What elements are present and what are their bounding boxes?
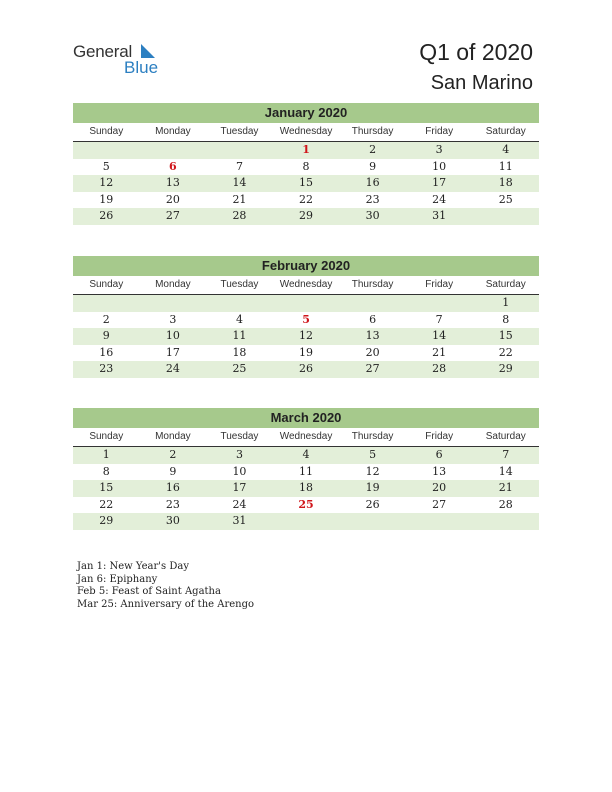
day-cell: 8 [502,312,510,326]
day-cell: 4 [502,143,510,156]
weekday-label: Friday [425,126,454,137]
day-cell: 31 [432,209,447,223]
empty-day-cell [472,208,539,225]
day-cell: 28 [232,209,247,223]
month-calendar-january [73,103,539,225]
day-cell: 4 [235,312,243,326]
weekday-label: Tuesday [220,126,259,137]
day-cell: 8 [302,159,310,173]
week-row [73,208,539,225]
day-cell: 15 [99,481,114,495]
day-cell: 18 [498,176,513,190]
country-title: San Marino [430,72,533,94]
day-cell: 18 [232,345,247,359]
day-cell: 6 [169,159,177,173]
empty-day-cell [73,295,140,312]
day-cell: 17 [165,345,180,359]
day-cell: 3 [435,143,443,156]
day-cell: 17 [232,481,247,495]
empty-day-cell [472,513,539,530]
logo-text-blue: Blue [124,58,159,77]
day-cell: 23 [365,192,380,206]
day-cell: 23 [99,362,114,376]
day-cell: 26 [99,209,114,223]
week-row [73,295,539,312]
week-row [73,159,539,176]
day-cell: 21 [232,192,247,206]
day-cell: 6 [369,312,377,326]
day-cell: 21 [498,481,513,495]
month-title: January 2020 [73,103,539,123]
day-cell: 12 [299,329,314,343]
day-cell: 22 [498,345,513,359]
day-cell: 17 [432,176,447,190]
day-cell: 25 [298,497,314,511]
day-cell: 19 [365,481,380,495]
day-cell: 27 [365,362,380,376]
day-cell: 9 [102,329,110,343]
day-cell: 14 [432,329,447,343]
week-row [73,497,539,514]
day-cell: 1 [502,296,510,309]
holiday-notes [77,561,254,611]
holiday-note: Mar 25: Anniversary of the Arengo [77,598,255,610]
day-cell: 29 [299,209,314,223]
day-cell: 21 [432,345,447,359]
weekday-header-row [73,123,539,142]
empty-day-cell [73,142,140,159]
holiday-note: Jan 1: New Year's Day [77,561,189,572]
week-row [73,328,539,345]
week-row [73,192,539,209]
weekday-label: Saturday [485,126,526,137]
logo-triangle-icon [141,44,155,58]
day-cell: 16 [99,345,114,359]
day-cell: 14 [498,464,513,478]
day-cell: 24 [432,192,447,206]
day-cell: 16 [165,481,180,495]
day-cell: 10 [432,159,447,173]
month-title: February 2020 [73,256,539,276]
week-row [73,175,539,192]
day-cell: 20 [165,192,180,206]
month-calendar-february [73,256,539,378]
weekday-label: Saturday [485,279,526,290]
day-cell: 13 [432,464,447,478]
day-cell: 31 [232,514,247,528]
weekday-header-row [73,276,539,295]
week-row [73,142,539,159]
empty-day-cell [406,295,473,312]
day-cell: 30 [165,514,180,528]
day-cell: 12 [365,464,380,478]
month-title: March 2020 [73,408,539,428]
weekday-label: Wednesday [279,431,333,442]
day-cell: 5 [302,312,310,326]
empty-day-cell [206,295,273,312]
weekday-label: Friday [425,431,454,442]
day-cell: 2 [169,448,177,461]
day-cell: 1 [102,448,110,461]
day-cell: 26 [365,497,380,511]
day-cell: 22 [99,497,114,511]
day-cell: 3 [235,448,243,461]
weekday-header-row [73,428,539,447]
weekday-label: Wednesday [279,279,333,290]
empty-day-cell [273,513,340,530]
weekday-label: Thursday [351,279,394,290]
weekday-label: Thursday [351,431,394,442]
weekday-label: Friday [425,279,454,290]
weekday-label: Monday [155,279,191,290]
week-row [73,513,539,530]
day-cell: 23 [165,497,180,511]
day-cell: 13 [365,329,380,343]
week-row [73,464,539,481]
weekday-label: Tuesday [220,279,259,290]
month-calendar-march [73,408,539,530]
week-row [73,312,539,329]
day-cell: 25 [232,362,247,376]
day-cell: 9 [169,464,177,478]
weekday-label: Thursday [351,126,394,137]
day-cell: 19 [99,192,114,206]
day-cell: 13 [165,176,180,190]
quarter-title: Q1 of 2020 [419,39,533,65]
day-cell: 24 [232,497,247,511]
day-cell: 20 [432,481,447,495]
day-cell: 19 [299,345,314,359]
day-cell: 28 [432,362,447,376]
empty-day-cell [406,513,473,530]
day-cell: 15 [299,176,314,190]
day-cell: 4 [302,448,310,461]
weekday-label: Saturday [485,431,526,442]
day-cell: 10 [165,329,180,343]
week-row [73,447,539,464]
weekday-label: Tuesday [220,431,259,442]
weekday-label: Sunday [89,279,124,290]
day-cell: 28 [498,497,513,511]
empty-day-cell [339,513,406,530]
day-cell: 12 [99,176,114,190]
day-cell: 29 [99,514,114,528]
day-cell: 10 [232,464,247,478]
page-header [419,38,533,96]
weekday-label: Wednesday [279,126,333,137]
day-cell: 30 [365,209,380,223]
weekday-label: Monday [155,126,191,137]
empty-day-cell [273,295,340,312]
day-cell: 22 [299,192,314,206]
day-cell: 16 [365,176,380,190]
day-cell: 7 [235,159,243,173]
day-cell: 14 [232,176,247,190]
day-cell: 8 [102,464,110,478]
empty-day-cell [206,142,273,159]
day-cell: 3 [169,312,177,326]
day-cell: 2 [369,143,377,156]
day-cell: 7 [435,312,443,326]
weekday-label: Sunday [89,126,124,137]
empty-day-cell [339,295,406,312]
holiday-note: Feb 5: Feast of Saint Agatha [77,586,221,597]
day-cell: 11 [232,329,247,343]
day-cell: 5 [102,159,110,173]
day-cell: 29 [498,362,513,376]
day-cell: 6 [435,448,443,461]
day-cell: 27 [432,497,447,511]
empty-day-cell [140,295,207,312]
holiday-note: Jan 6: Epiphany [77,573,158,585]
day-cell: 24 [165,362,180,376]
day-cell: 18 [299,481,314,495]
weekday-label: Monday [155,431,191,442]
day-cell: 1 [302,143,310,156]
day-cell: 26 [299,362,314,376]
generalblue-logo [73,42,173,78]
week-row [73,361,539,378]
day-cell: 15 [498,329,513,343]
day-cell: 5 [369,448,377,461]
logo-text-general: General [73,42,133,61]
day-cell: 25 [498,192,513,206]
week-row [73,345,539,362]
day-cell: 7 [502,448,510,461]
day-cell: 27 [165,209,180,223]
week-row [73,480,539,497]
day-cell: 20 [365,345,380,359]
day-cell: 11 [299,464,314,478]
day-cell: 9 [369,159,377,173]
weekday-label: Sunday [89,431,124,442]
empty-day-cell [140,142,207,159]
day-cell: 11 [498,159,513,173]
day-cell: 2 [102,312,110,326]
